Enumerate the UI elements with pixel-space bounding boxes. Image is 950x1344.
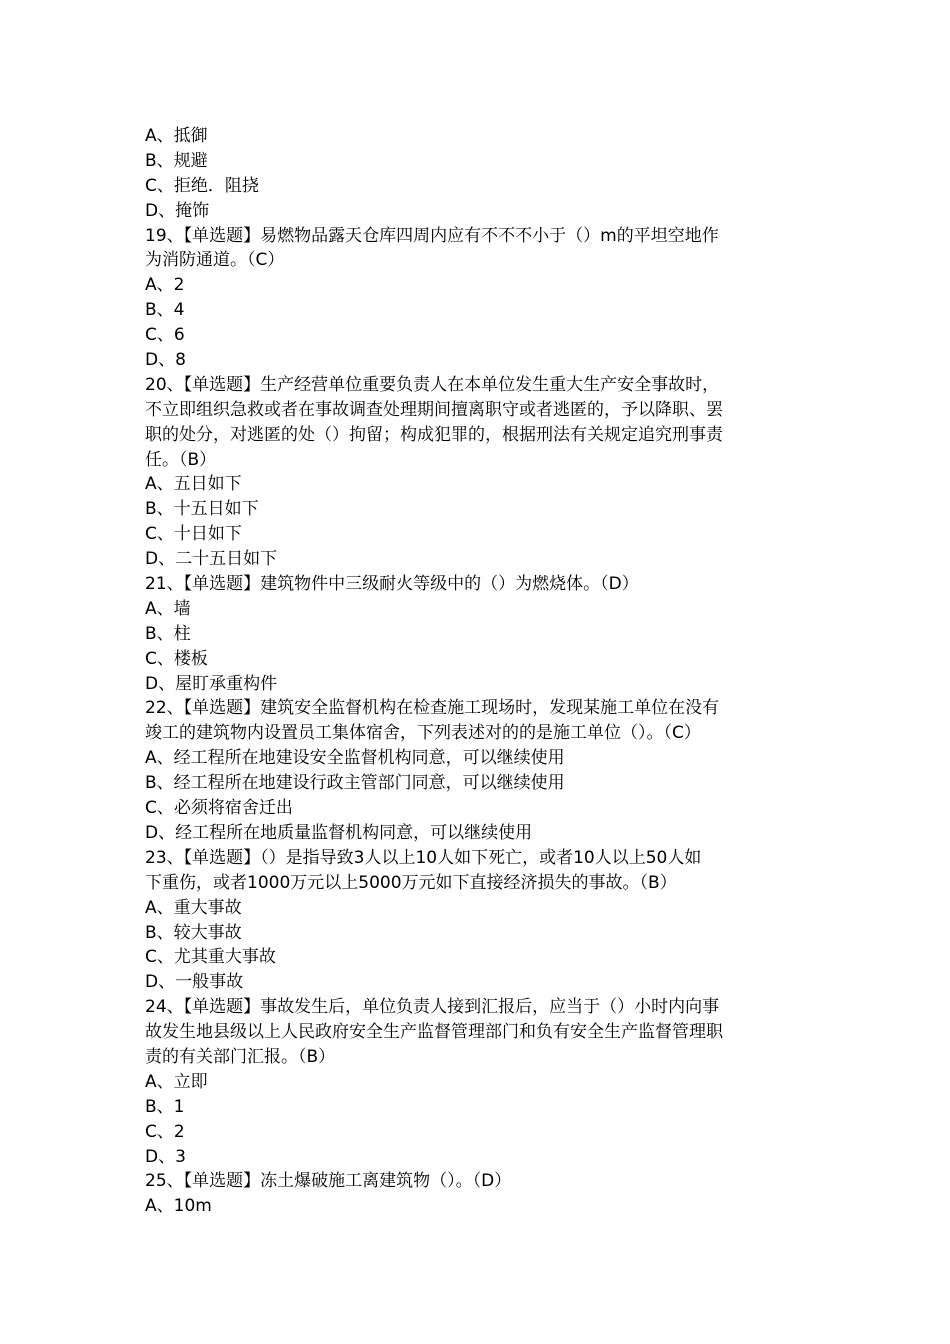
option-line: C、十日如下 — [145, 524, 242, 545]
question-line: 故发生地县级以上人民政府安全生产监督管理部门和负有安全生产监督管理职 — [145, 1022, 723, 1043]
option-line: D、8 — [145, 350, 186, 371]
question-line: 不立即组织急救或者在事故调查处理期间擅离职守或者逃匿的，予以降职、罢 — [145, 399, 723, 420]
option-line: B、1 — [145, 1096, 185, 1117]
document-page — [145, 124, 810, 1219]
question-line: 责的有关部门汇报。（B） — [145, 1046, 336, 1067]
question-line: 职的处分，对逃匿的处（）拘留；构成犯罪的，根据刑法有关规定追究刑事责 — [145, 424, 723, 445]
option-line: D、一般事故 — [145, 972, 244, 993]
question-line: 竣工的建筑物内设置员工集体宿舍，下列表述对的的是施工单位（）。（C） — [145, 723, 701, 744]
option-line: C、6 — [145, 325, 185, 346]
option-line: D、屋盯承重构件 — [145, 673, 278, 694]
option-line: A、抵御 — [145, 126, 208, 146]
question-line: 下重伤，或者1000万元以上5000万元如下直接经济损失的事故。（B） — [145, 872, 677, 893]
question-line: 24、【单选题】事故发生后，单位负责人接到汇报后，应当于（）小时内向事 — [145, 997, 720, 1018]
option-line: A、经工程所在地建设安全监督机构同意，可以继续使用 — [145, 748, 565, 769]
option-line: B、经工程所在地建设行政主管部门同意，可以继续使用 — [145, 773, 565, 794]
option-line: A、立即 — [145, 1071, 208, 1092]
question-line: 21、【单选题】建筑物件中三级耐火等级中的（）为燃烧体。（D） — [145, 574, 639, 595]
option-line: B、规避 — [145, 150, 208, 171]
option-line: C、2 — [145, 1121, 185, 1142]
option-line: A、重大事故 — [145, 897, 242, 918]
question-line: 20、【单选题】生产经营单位重要负责人在本单位发生重大生产安全事故时， — [145, 374, 720, 395]
option-line: C、必须将宿舍迁出 — [145, 798, 293, 819]
option-line: B、较大事故 — [145, 922, 242, 943]
question-line: 任。（B） — [145, 449, 217, 470]
option-line: A、墙 — [145, 598, 191, 619]
option-line: C、尤其重大事故 — [145, 947, 276, 968]
option-line: A、10m — [145, 1196, 212, 1217]
option-line: B、十五日如下 — [145, 499, 259, 520]
question-line: 25、【单选题】冻土爆破施工离建筑物（）。（D） — [145, 1171, 512, 1192]
option-line: C、楼板 — [145, 648, 208, 669]
option-line: D、二十五日如下 — [145, 549, 278, 570]
option-line: D、3 — [145, 1146, 186, 1167]
option-line: C、拒绝．阻挠 — [145, 175, 259, 196]
option-line: B、柱 — [145, 623, 191, 644]
question-line: 为消防通道。（C） — [145, 250, 285, 271]
option-line: D、经工程所在地质量监督机构同意，可以继续使用 — [145, 822, 533, 843]
question-line: 19、【单选题】易燃物品露天仓库四周内应有不不不小于（）m的平坦空地作 — [145, 225, 719, 246]
option-line: D、掩饰 — [145, 200, 210, 221]
option-line: A、五日如下 — [145, 474, 242, 495]
option-line: B、4 — [145, 300, 185, 321]
option-line: A、2 — [145, 275, 185, 296]
question-line: 22、【单选题】建筑安全监督机构在检查施工现场时，发现某施工单位在没有 — [145, 698, 720, 719]
question-line: 23、【单选题】（）是指导致3人以上10人如下死亡，或者10人以上50人如 — [145, 847, 702, 868]
